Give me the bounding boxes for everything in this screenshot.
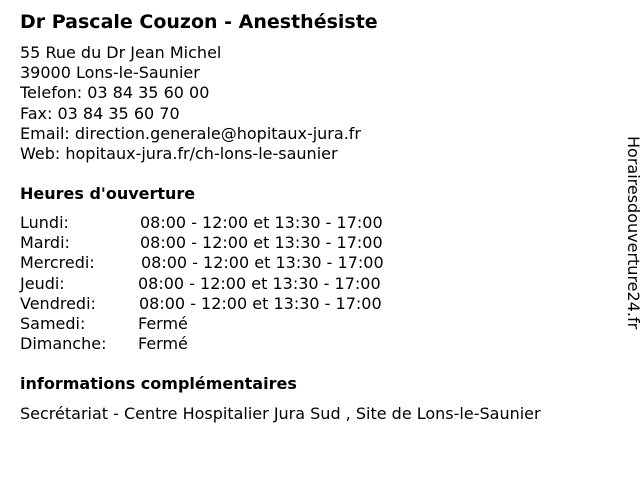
contact-block	[20, 43, 361, 164]
hours-time: 08:00 - 12:00 et 13:30 - 17:00	[139, 293, 382, 313]
hours-time: Fermé	[138, 334, 188, 354]
phone-line: Telefon: 03 84 35 60 00	[20, 83, 210, 103]
email-line: Email: direction.generale@hopitaux-jura.fr	[20, 123, 361, 143]
hours-time: 08:00 - 12:00 et 13:30 - 17:00	[140, 233, 383, 253]
info-text: Secrétariat - Centre Hospitalier Jura Sud , Site de Lons-le-Saunier	[20, 404, 541, 423]
hours-row-mercredi	[20, 253, 440, 273]
postal-city: 39000 Lons-le-Saunier	[20, 63, 200, 83]
page-title: Dr Pascale Couzon - Anesthésiste	[20, 11, 378, 33]
hours-day: Samedi:	[20, 313, 86, 333]
hours-day: Vendredi:	[20, 293, 96, 313]
hours-day: Mercredi:	[20, 253, 95, 273]
hours-time: 08:00 - 12:00 et 13:30 - 17:00	[138, 273, 381, 293]
hours-time: 08:00 - 12:00 et 13:30 - 17:00	[140, 213, 383, 232]
hours-heading: Heures d'ouverture	[20, 184, 196, 203]
info-heading: informations complémentaires	[20, 374, 297, 393]
hours-row-vendredi	[20, 294, 440, 314]
hours-row-dimanche	[20, 334, 440, 354]
web-line: Web: hopitaux-jura.fr/ch-lons-le-saunier	[20, 143, 338, 163]
hours-day: Mardi:	[20, 233, 70, 253]
hours-table	[20, 213, 440, 354]
site-watermark: Horairesdouverture24.fr	[624, 136, 643, 330]
hours-row-lundi	[20, 213, 440, 233]
hours-time: Fermé	[138, 313, 188, 333]
hours-day: Lundi:	[20, 213, 69, 232]
fax-line: Fax: 03 84 35 60 70	[20, 103, 180, 123]
hours-row-jeudi	[20, 274, 440, 294]
hours-row-samedi	[20, 314, 440, 334]
hours-row-mardi	[20, 233, 440, 253]
hours-day: Jeudi:	[20, 273, 65, 293]
street-address: 55 Rue du Dr Jean Michel	[20, 43, 222, 62]
hours-day: Dimanche:	[20, 334, 107, 354]
hours-time: 08:00 - 12:00 et 13:30 - 17:00	[141, 253, 384, 273]
